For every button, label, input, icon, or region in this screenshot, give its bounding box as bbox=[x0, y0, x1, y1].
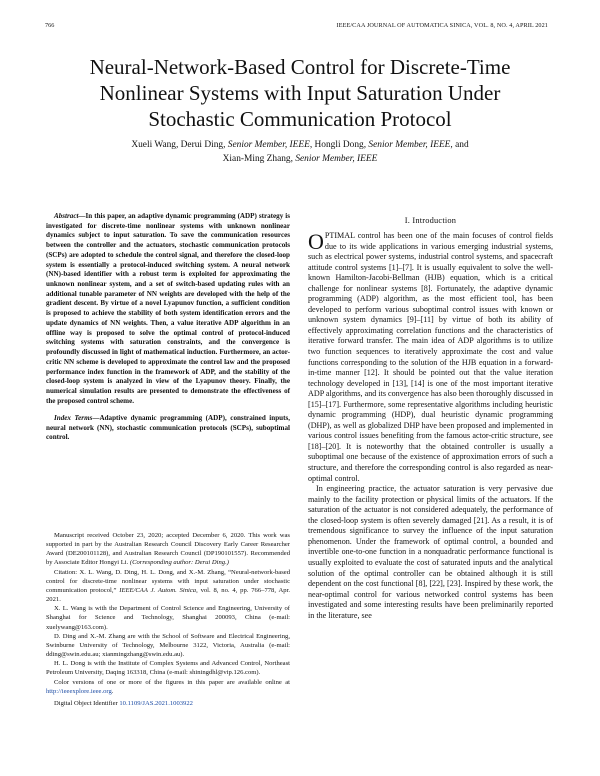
title-line-1: Neural-Network-Based Control for Discrete-Time bbox=[89, 55, 511, 79]
footnote-ding: D. Ding and X.-M. Zhang are with the School of Software and Electrical Engineering, Swinburne University of Technology, Melbourne 3122, Victoria, Australia (e-mail: dding@swin.edu.au; xianmingzhang@swin.edu.au). bbox=[46, 632, 290, 659]
author-names: , Hongli Dong, bbox=[309, 140, 367, 150]
doi-link[interactable]: 10.1109/JAS.2021.1003922 bbox=[119, 699, 193, 707]
footnote-text: Citation: X. L. Wang, D. Ding, H. L. Dong, and X.-M. Zhang, “Neural-network-based control for discrete-time nonlinear systems with input saturation under stochastic communication protocol,” bbox=[46, 568, 290, 594]
member-grade: Senior Member, IEEE bbox=[227, 140, 310, 150]
running-header bbox=[45, 22, 548, 34]
right-column bbox=[308, 212, 553, 621]
footnote-text: , vol. 8, no. 4, pp. 766–778, Apr. 2021. bbox=[46, 586, 291, 604]
paper-title bbox=[40, 54, 560, 132]
footnote-dong: H. L. Dong is with the Institute of Complex Systems and Advanced Control, Northeast Petroleum University, Daqing 163318, China (e-mail: shiningdhl@vip.126.com). bbox=[46, 660, 290, 677]
author-line-1 bbox=[40, 139, 560, 153]
index-terms bbox=[46, 414, 290, 442]
footnotes bbox=[46, 531, 290, 708]
page-number: 766 bbox=[45, 22, 55, 29]
footnote-received bbox=[46, 531, 290, 568]
author-line-2 bbox=[40, 153, 560, 167]
footnote-wang: X. L. Wang is with the Department of Control Science and Engineering, University of Shanghai for Science and Technology, Shanghai 200093, China (e-mail: xuelywang@163.com). bbox=[46, 605, 290, 631]
section-heading: I. Introduction bbox=[404, 216, 457, 225]
author-names: Xueli Wang, Derui Ding, bbox=[131, 140, 226, 150]
index-terms-text: —Adaptive dynamic programming (ADP), constrained inputs, neural network (NN), stochastic communication protocols (SCPs), suboptimal control. bbox=[46, 414, 290, 442]
footnote-doi bbox=[46, 699, 290, 708]
intro-paragraph-1 bbox=[308, 231, 553, 484]
author-names: Xian-Ming Zhang, bbox=[222, 153, 293, 164]
footnote-text: Digital Object Identifier bbox=[54, 699, 120, 707]
footnote-citation bbox=[46, 568, 290, 605]
member-grade: Senior Member, IEEE bbox=[368, 140, 451, 150]
intro-paragraph-2: In engineering practice, the actuator saturation is very pervasive due mainly to the facility protection or physical limits of the actuators. If the saturation of the actuator is not considered adequately, the performance of the closed-loop system is often severely damaged [21]. As a result, it is of tremendous significance to survey the influence of the input saturation phenomenon. Under the framework of optimal control, a bounded and invertible one-to-one function in a nonquadratic performance functional is usually exploited to evaluate the cost of saturated inputs and the analytical solution of the optimal controller can be obtained although it is still dependent on the cost functional [8], [22], [23]. Inspired by these work, the near-optimal control for various networked control systems has been investigated and some interesting results have been preliminarily reported in the literature, see bbox=[308, 484, 553, 620]
author-list bbox=[40, 139, 560, 166]
intro-paragraph-1-text: PTIMAL control has been one of the main focuses of control fields due to its wide applications in various emerging industrial systems, such as electrical power systems, industrial control systems, and spacecraft attitude control systems [1]–[7]. It is usually equivalent to solve the well-known Hamilton-Jacobi-Bellman (HJB) equation, which is a critical challenge for nonlinear systems [8]. Fortunately, the adaptive dynamic programming (ADP) algorithm, as the most efficient tool, has been developed to perform various suboptimal control issues with known or unknown system dynamics [9]–[11] by virtue of both its ability of effectively approximating correlation functions and the characteristics of iterative forward transfer. The main idea of ADP algorithms is to utilize two function sequences to iteratively approximate the cost and value functions corresponding to the solution of the HJB equation in a forward-in-time manner [12]. It should be pointed out that the value iteration technology developed in [13], [14] is one of the most important iterative ADP algorithms, and its convergence has also been thoroughly discussed in [15]–[17]. Furthermore, some representative algorithms including heuristic dynamic programming (HDP), dual heuristic dynamic programming (DHP), as well as globalized DHP have been proposed and implemented in various control issues benefiting from the famous actor-critic structure, see [18]–[20]. It is noteworthy that the obtained controller is usually a suboptimal one because of the existence of approximation errors of such a structure, and therefore the corresponding control is also regarded as near-optimal control. bbox=[308, 231, 553, 483]
corresponding-author: (Corresponding author: Derui Ding.) bbox=[129, 559, 229, 567]
ieee-xplore-link[interactable]: http://ieeexplore.ieee.org bbox=[46, 687, 112, 695]
footnote-color bbox=[46, 678, 290, 696]
journal-name: IEEE/CAA JOURNAL OF AUTOMATICA SINICA, VOL. 8, NO. 4, APRIL 2021 bbox=[336, 22, 548, 29]
abstract bbox=[46, 212, 290, 406]
member-grade: Senior Member, IEEE bbox=[295, 153, 378, 164]
left-column bbox=[46, 212, 290, 443]
abstract-text: In this paper, an adaptive dynamic programming (ADP) strategy is investigated for discrete-time nonlinear systems with unknown nonlinear dynamics subject to input saturation. To save the communication resources between the controller and the actuators, stochastic communication protocols (SCPs) are adopted to schedule the control signal, and therefore the closed-loop system is essentially a protocol-induced switching system. A neural network (NN)-based identifier with a robust term is exploited for approximating the unknown nonlinear system, and a set of switch-based updating rules with an additional tunable parameter of NN weights are developed with the help of the gradient descent. By virtue of a novel Lyapunov function, a sufficient condition is proposed to achieve the stability of both system identification errors and the update dynamics of NN weights. Then, a value iterative ADP algorithm in an offline way is proposed to solve the optimal control of protocol-induced switching systems with saturation constraints, and the convergence is profoundly discussed in light of mathematical induction. Furthermore, an actor-critic NN scheme is developed to approximate the control law and the proposed performance index function in the framework of ADP, and the stability of the closed-loop system is analyzed in view of the Lyapunov theory. Finally, the numerical simulation results are presented to demonstrate the effectiveness of the proposed control scheme. bbox=[46, 212, 290, 405]
title-line-3: Stochastic Communication Protocol bbox=[148, 107, 452, 131]
footnote-text: . bbox=[111, 687, 114, 695]
journal-abbrev: IEEE/CAA J. Autom. Sinica bbox=[119, 586, 197, 594]
title-line-2: Nonlinear Systems with Input Saturation Under bbox=[99, 81, 501, 105]
index-terms-label: Index Terms bbox=[54, 414, 93, 423]
author-names: , and bbox=[450, 140, 469, 150]
footnote-text: Color versions of one or more of the figures in this paper are available online at bbox=[54, 678, 290, 686]
footnote-text: Manuscript received October 23, 2020; accepted December 6, 2020. This work was supported in part by the Australian Research Council Discovery Early Career Researcher Award (DE200101128), and Australian Research Council (DP190101557). Recommended by Associate Editor Hongyi Li. bbox=[46, 532, 290, 567]
abstract-label: Abstract— bbox=[54, 212, 86, 220]
drop-cap: O bbox=[308, 229, 324, 254]
